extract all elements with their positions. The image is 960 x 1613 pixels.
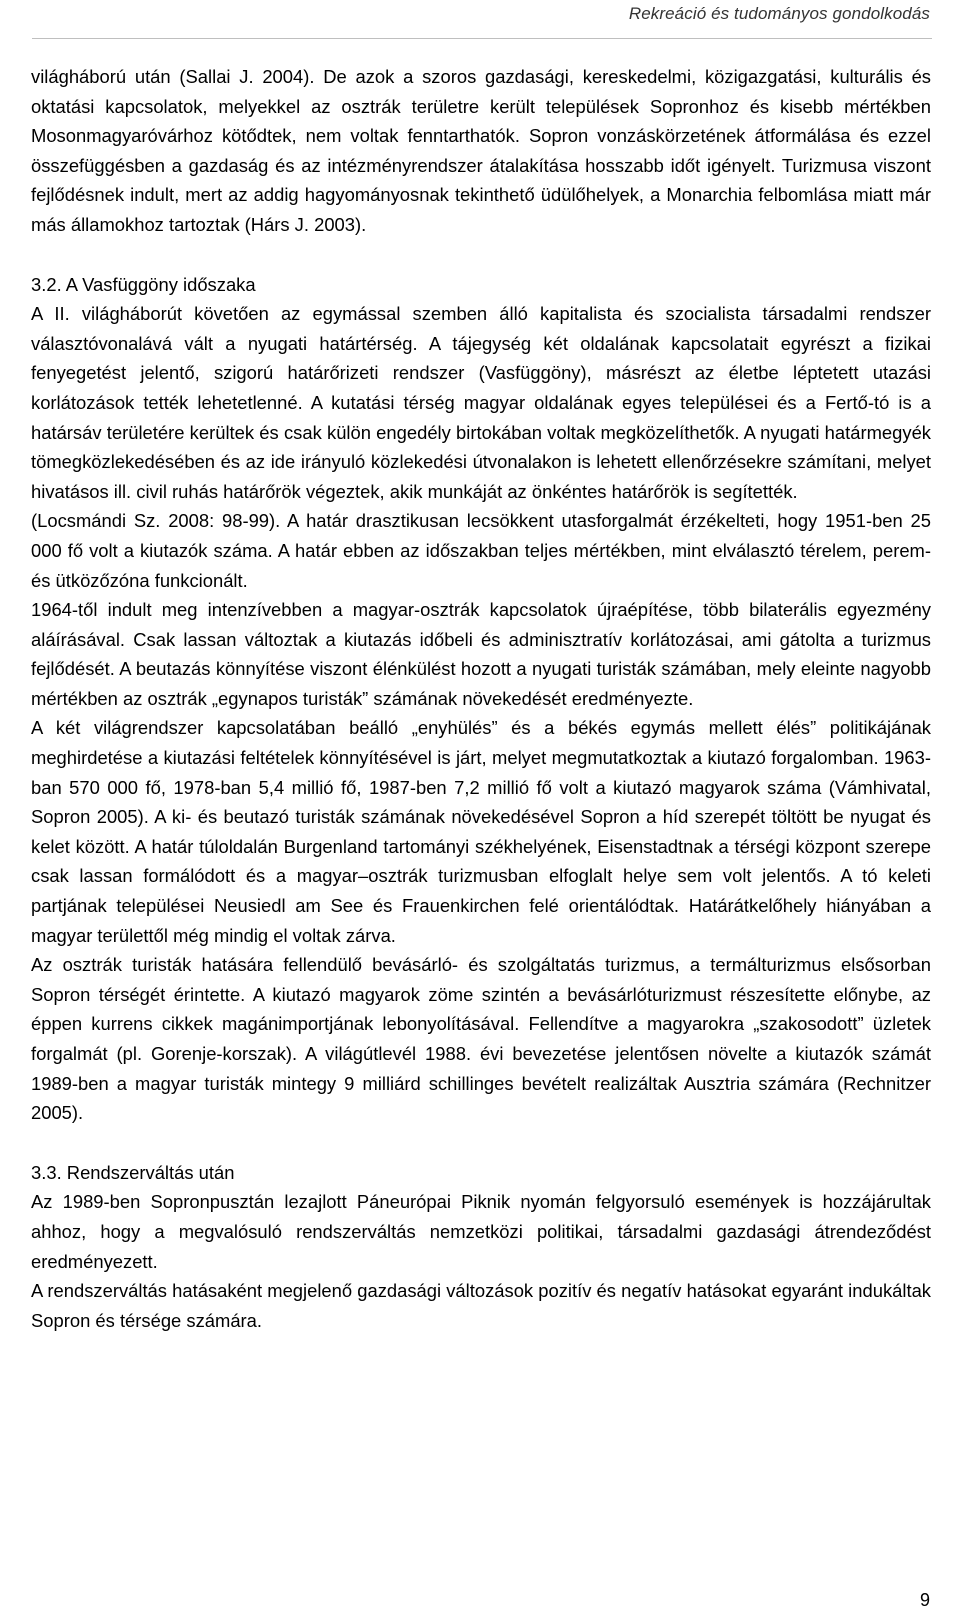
section-spacer: [31, 1128, 931, 1158]
paragraph-3-2-a: A II. világháborút követően az egymással szemben álló kapitalista és szocialista társadalmi rendszer választóvonalává vált a nyugati határtérség. A tájegység két oldalának kapcsolatait egyrészt a fizikai fenyegetést jelentő, szigorú határőrizeti rendszer (Vasfüggöny), másrészt az életbe léptetett utazási korlátozások tették lehetetlenné. A kutatási térség magyar oldalának egyes települései és a Fertő-tó is a határsáv területére kerültek és csak külön engedély birtokában voltak megközelíthetők. A nyugati határmegyék tömegközlekedésében és az ide irányuló közlekedési útvonalakon is lehetett ellenőrzésekre számítani, melyet hivatásos ill. civil ruhás határőrök végeztek, akik munkáját az önkéntes határőrök is segítették.: [31, 303, 931, 502]
section-spacer: [31, 240, 931, 270]
document-body: [31, 62, 931, 1335]
section-heading-3-3: 3.3. Rendszerváltás után: [31, 1161, 235, 1183]
running-header: Rekreáció és tudományos gondolkodás: [628, 4, 930, 23]
paragraph-3-3-a: Az 1989-ben Sopronpusztán lezajlott Páneurópai Piknik nyomán felgyorsuló események is hozzájárultak ahhoz, hogy a megvalósuló rendszerváltás nemzetközi politikai, társadalmi gazdasági átrendeződést eredményezett.: [31, 1191, 931, 1272]
section-heading-3-2: 3.2. A Vasfüggöny időszaka: [31, 273, 256, 295]
paragraph-3-3-b: A rendszerváltás hatásaként megjelenő gazdasági változások pozitív és negatív hatásokat egyaránt indukáltak Sopron és térsége számára.: [31, 1280, 931, 1331]
paragraph-3-2-d: A két világrendszer kapcsolatában beálló „enyhülés” és a békés egymás mellett élés” politikájának meghirdetése a kiutazási feltételek könnyítésével is járt, melyet megmutatkoztak a kiutazó forgalomban. 1963-ban 570 000 fő, 1978-ban 5,4 millió fő, 1987-ben 7,2 millió fő volt a kiutazó magyarok száma (Vámhivatal, Sopron 2005). A ki- és beutazó turisták számának növekedésével Sopron a híd szerepét töltött be nyugat és kelet között. A határ túloldalán Burgenland tartományi székhelyének, Eisenstadtnak a térségi központ szerepe csak lassan formálódott és a magyar–osztrák turizmusban elfoglalt helye sem volt jelentős. A tó keleti partjának települései Neusiedl am See és Frauenkirchen felé orientálódtak. Határátkelőhely hiányában a magyar területtől még mindig el voltak zárva.: [31, 717, 931, 946]
paragraph-3-2-e: Az osztrák turisták hatására fellendülő bevásárló- és szolgáltatás turizmus, a termálturizmus elsősorban Sopron térségét érintette. A kiutazó magyarok zöme szintén a bevásárlóturizmust részesítette előnybe, az éppen kurrens cikkek magánimportjának lebonyolításával. Fellendítve a magyarokra „szakosodott” üzletek forgalmát (pl. Gorenje-korszak). A világútlevél 1988. évi bevezetése jelentősen növelte a kiutazók számát 1989-ben a magyar turisták mintegy 9 milliárd schillinges bevételt realizáltak Ausztria számára (Rechnitzer 2005).: [31, 954, 931, 1124]
paragraph-3-2-c: 1964-től indult meg intenzívebben a magyar-osztrák kapcsolatok újraépítése, több bilaterális egyezmény aláírásával. Csak lassan változtak a kiutazás időbeli és adminisztratív korlátozásai, ami gátolta a turizmus fejlődését. A beutazás könnyítése viszont élénkülést hozott a nyugati turisták számában, mely eleinte nagyobb mértékben az osztrák „egynapos turisták” számának növekedését eredményezte.: [31, 599, 931, 709]
paragraph-intro: világháború után (Sallai J. 2004). De azok a szoros gazdasági, kereskedelmi, közigazgatási, kulturális és oktatási kapcsolatok, melyekkel az osztrák területre került települések Sopronhoz és kisebb mértékben Mosonmagyaróvárhoz kötődtek, nem voltak fenntarthatók. Sopron vonzáskörzetének átformálása és ezzel összefüggésben a gazdaság és az intézményrendszer átalakítása hosszabb időt igényelt. Turizmusa viszont fejlődésnek indult, mert az addig hagyományosnak tekinthető üdülőhelyek, a Monarchia felbomlása miatt már más államokhoz tartoztak (Hárs J. 2003).: [31, 66, 931, 235]
header-divider: [32, 38, 932, 39]
paragraph-3-2-b: (Locsmándi Sz. 2008: 98-99). A határ drasztikusan lecsökkent utasforgalmát érzékelteti, hogy 1951-ben 25 000 fő volt a kiutazók száma. A határ ebben az időszakban teljes mértékben, mint elválasztó térelem, perem- és ütközőzóna funkcionált.: [31, 510, 931, 591]
page-number: 9: [919, 1590, 930, 1610]
